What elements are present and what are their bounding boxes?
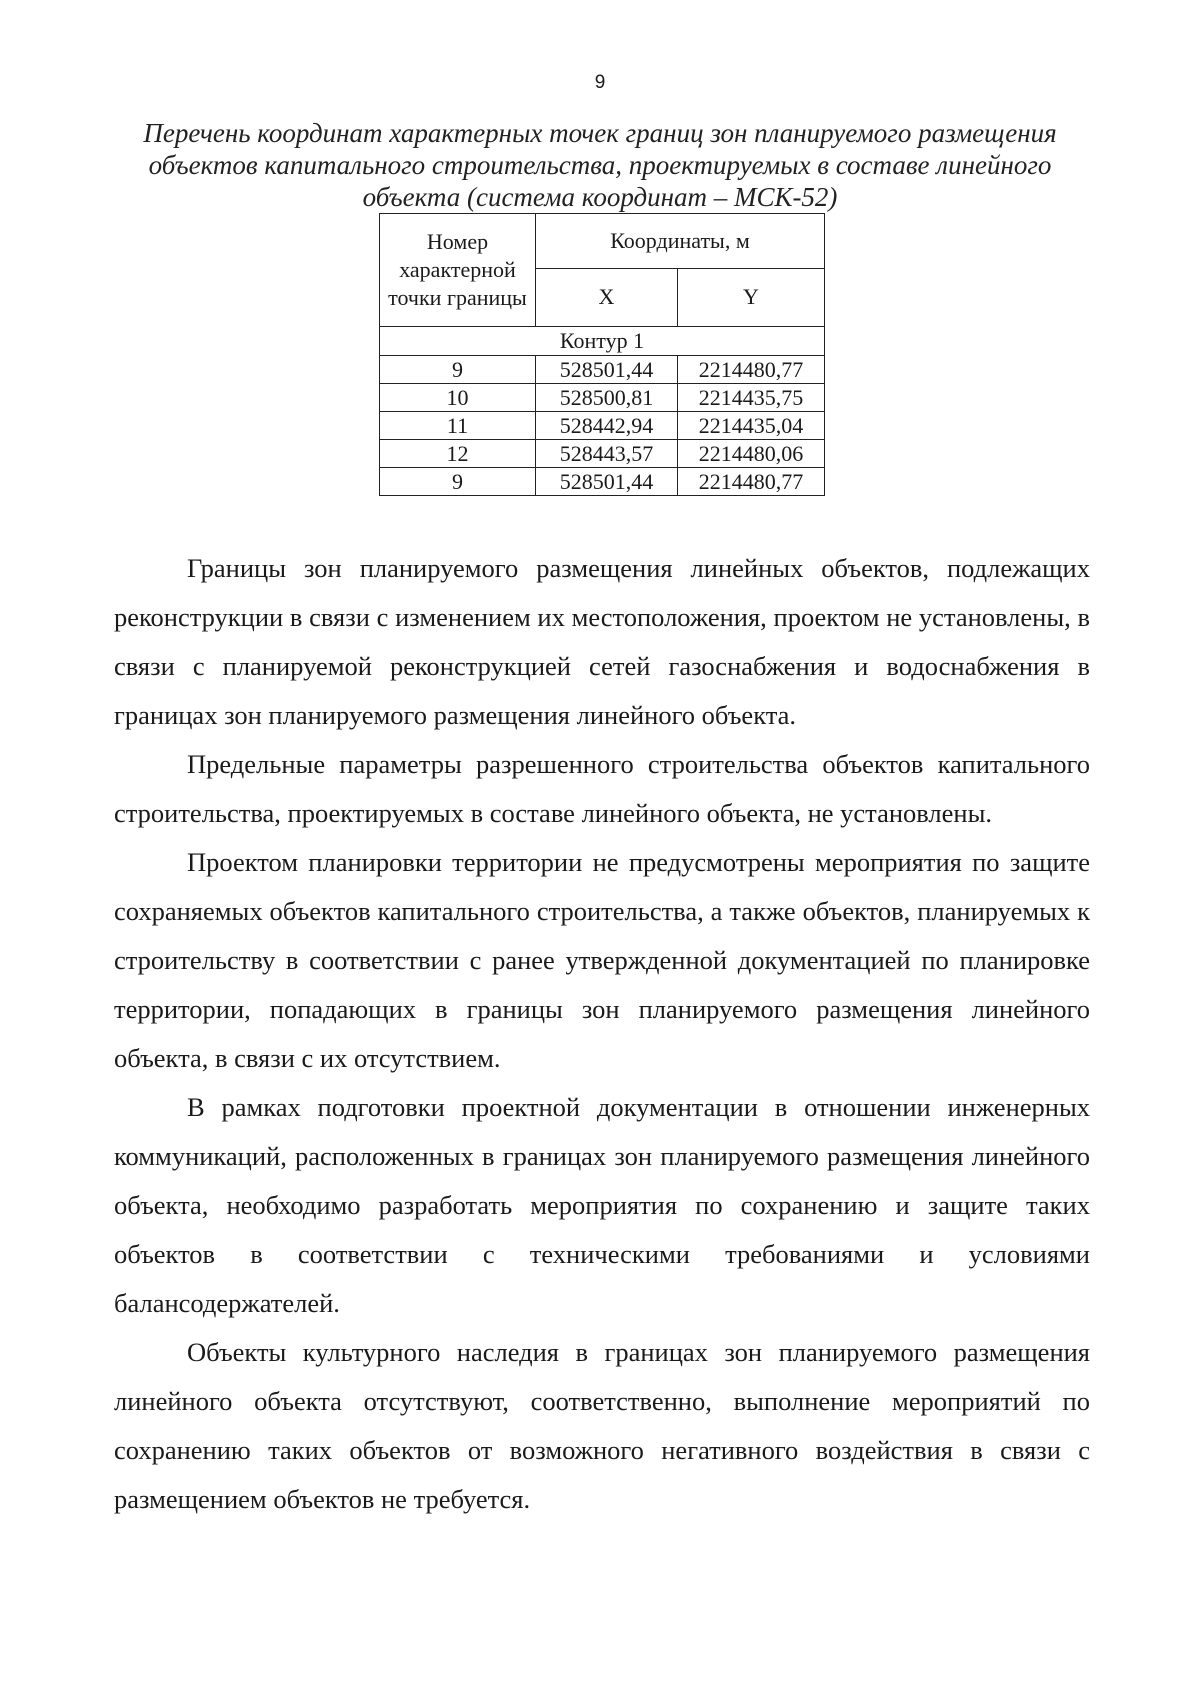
- body-text: [114, 544, 1090, 1524]
- y-cell: 2214480,77: [678, 468, 825, 496]
- point-number-cell: 10: [380, 384, 536, 412]
- point-number-cell: 9: [380, 468, 536, 496]
- table-row: [380, 384, 825, 412]
- table-row: [380, 440, 825, 468]
- contour-label: Контур 1: [380, 327, 825, 356]
- y-cell: 2214480,77: [678, 356, 825, 384]
- table-header-row: [380, 214, 825, 269]
- point-number-cell: 12: [380, 440, 536, 468]
- table-row: [380, 412, 825, 440]
- coordinates-table: [379, 213, 825, 496]
- table-row: [380, 356, 825, 384]
- contour-row: [380, 327, 825, 356]
- header-coordinates: Координаты, м: [536, 214, 825, 269]
- table-caption: Перечень координат характерных точек границ зон планируемого размещения объектов капитального строительства, проектируемых в составе линейного объекта (система координат – МСК-52): [143, 118, 1057, 212]
- x-cell: 528443,57: [536, 440, 678, 468]
- header-x: X: [536, 268, 678, 326]
- x-cell: 528501,44: [536, 468, 678, 496]
- x-cell: 528500,81: [536, 384, 678, 412]
- table-row: [380, 468, 825, 496]
- page-number: 9: [594, 72, 606, 93]
- header-point-number: Номер характерной точки границы: [380, 214, 536, 327]
- x-cell: 528501,44: [536, 356, 678, 384]
- point-number-cell: 9: [380, 356, 536, 384]
- header-y: Y: [678, 268, 825, 326]
- y-cell: 2214435,04: [678, 412, 825, 440]
- x-cell: 528442,94: [536, 412, 678, 440]
- point-number-cell: 11: [380, 412, 536, 440]
- y-cell: 2214480,06: [678, 440, 825, 468]
- paragraph: Объекты культурного наследия в границах зон планируемого размещения линейного объекта отсутствуют, соответственно, выполнение мероприятий по сохранению таких объектов от возможного негативного воздействия в связи с размещением объектов не требуется.: [114, 1337, 1090, 1514]
- paragraph: Проектом планировки территории не предусмотрены мероприятия по защите сохраняемых объектов капитального строительства, а также объектов, планируемых к строительству в соответствии с ранее утвержденной документацией по планировке территории, попадающих в границы зон планируемого размещения линейного объекта, в связи с их отсутствием.: [114, 847, 1090, 1073]
- paragraph: Предельные параметры разрешенного строительства объектов капитального строительства, проектируемых в составе линейного объекта, не установлены.: [114, 749, 1090, 828]
- paragraph: В рамках подготовки проектной документации в отношении инженерных коммуникаций, расположенных в границах зон планируемого размещения линейного объекта, необходимо разработать мероприятия по сохранению и защите таких объектов в соответствии с техническими требованиями и условиями балансодержателей.: [114, 1092, 1090, 1318]
- paragraph: Границы зон планируемого размещения линейных объектов, подлежащих реконструкции в связи с изменением их местоположения, проектом не установлены, в связи с планируемой реконструкцией сетей газоснабжения и водоснабжения в границах зон планируемого размещения линейного объекта.: [114, 553, 1090, 730]
- y-cell: 2214435,75: [678, 384, 825, 412]
